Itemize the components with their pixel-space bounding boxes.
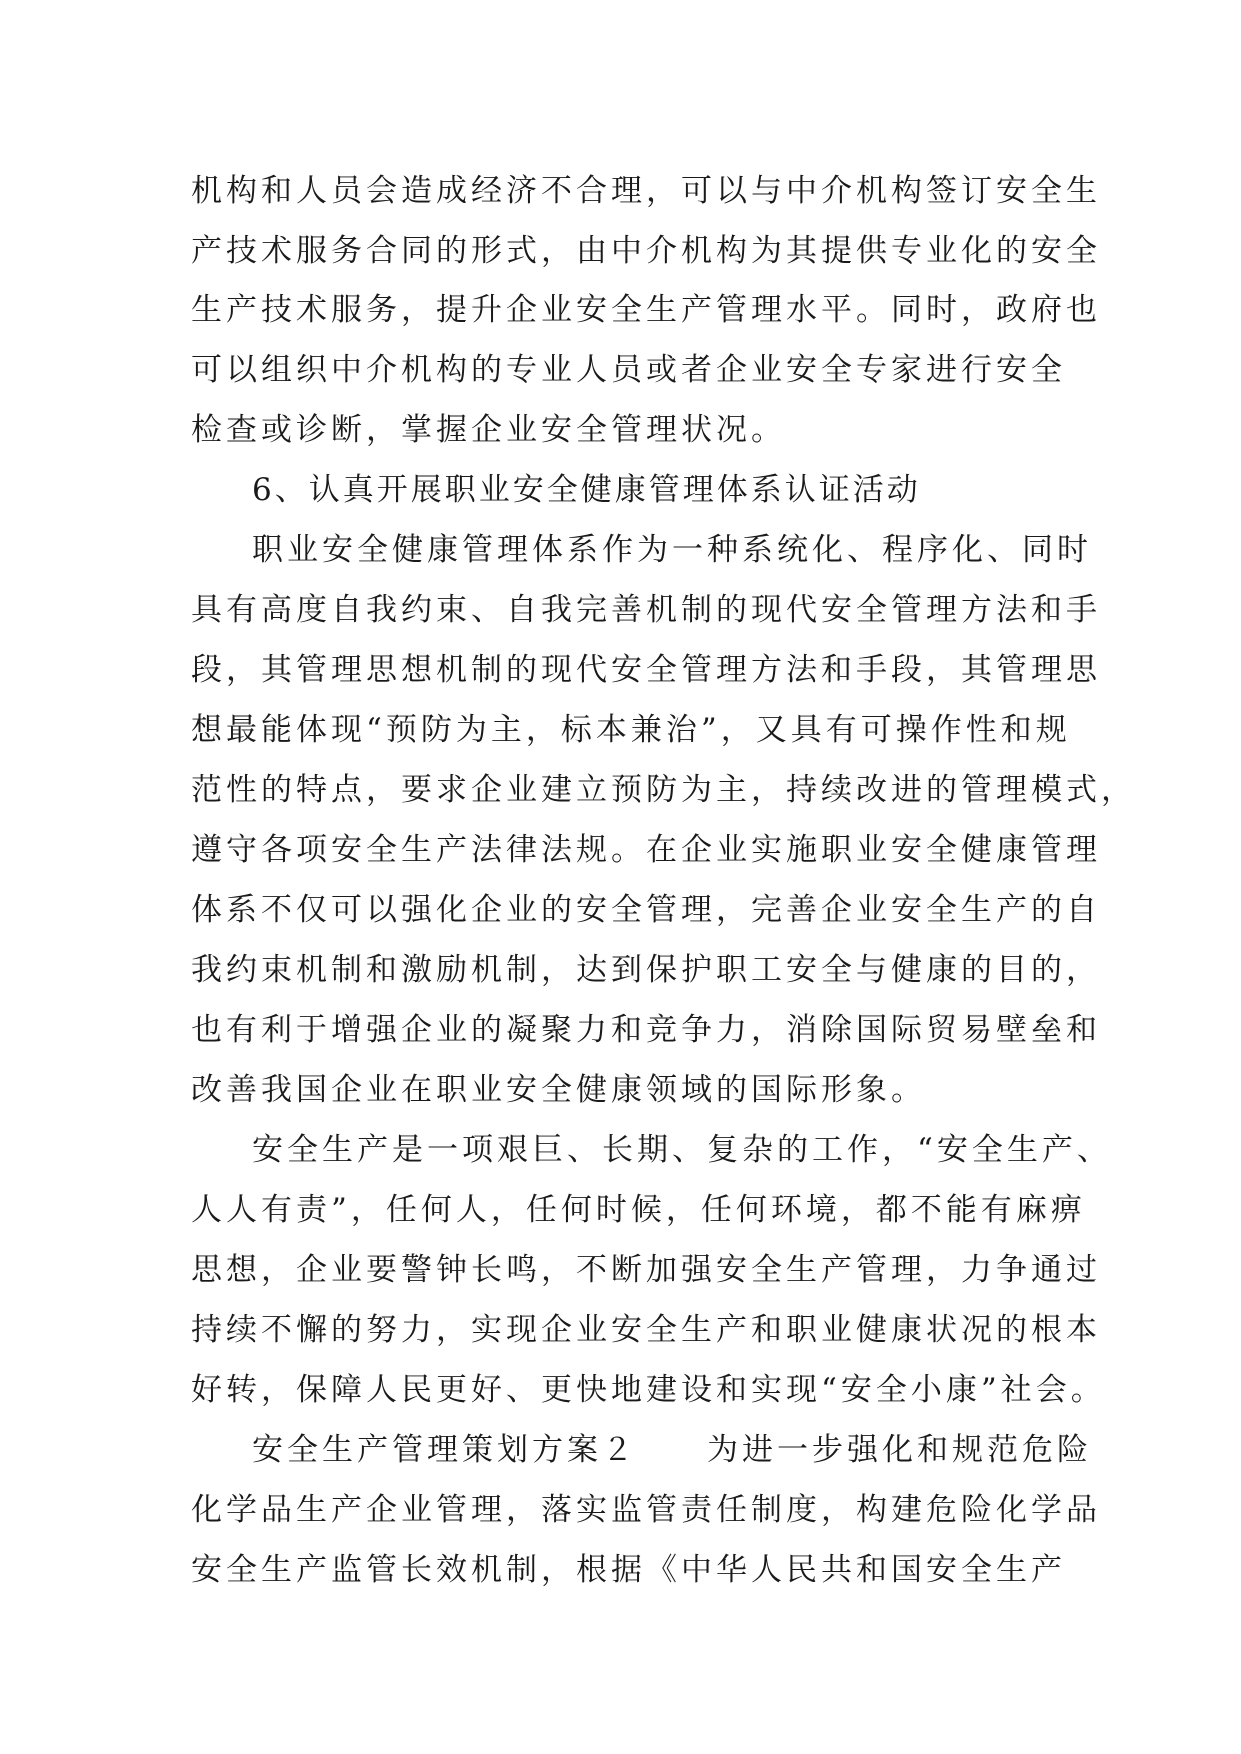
text-line: 范性的特点，要求企业建立预防为主，持续改进的管理模式， xyxy=(191,772,1136,808)
text-line: 我约束机制和激励机制，达到保护职工安全与健康的目的， xyxy=(191,952,1101,988)
text-line: 持续不懈的努力，实现企业安全生产和职业健康状况的根本 xyxy=(191,1312,1101,1348)
text-line: 遵守各项安全生产法律法规。在企业实施职业安全健康管理 xyxy=(191,832,1101,868)
text-line: 体系不仅可以强化企业的安全管理，完善企业安全生产的自 xyxy=(191,892,1101,928)
text-line: 思想，企业要警钟长鸣，不断加强安全生产管理，力争通过 xyxy=(191,1252,1101,1288)
text-line: 安全生产是一项艰巨、长期、复杂的工作，“安全生产、 xyxy=(252,1132,1112,1168)
text-line: 也有利于增强企业的凝聚力和竞争力，消除国际贸易壁垒和 xyxy=(191,1012,1101,1048)
text-line: 人人有责”，任何人，任何时候，任何环境，都不能有麻痹 xyxy=(191,1192,1086,1228)
text-line: 好转，保障人民更好、更快地建设和实现“安全小康”社会。 xyxy=(191,1372,1106,1408)
text-line: 想最能体现“预防为主，标本兼治”，又具有可操作性和规 xyxy=(191,712,1071,748)
text-line: 产技术服务合同的形式，由中介机构为其提供专业化的安全 xyxy=(191,233,1101,269)
text-line: 安全生产监管长效机制，根据《中华人民共和国安全生产 xyxy=(191,1552,1066,1588)
text-line: 化学品生产企业管理，落实监管责任制度，构建危险化学品 xyxy=(191,1492,1101,1528)
text-line: 安全生产管理策划方案２ 为进一步强化和规范危险 xyxy=(252,1432,1092,1468)
text-line: 职业安全健康管理体系作为一种系统化、程序化、同时 xyxy=(252,532,1092,568)
text-line: 机构和人员会造成经济不合理，可以与中介机构签订安全生 xyxy=(191,173,1101,209)
text-line: 生产技术服务，提升企业安全生产管理水平。同时，政府也 xyxy=(191,292,1101,328)
section-heading: 6、认真开展职业安全健康管理体系认证活动 xyxy=(252,472,921,508)
text-line: 可以组织中介机构的专业人员或者企业安全专家进行安全 xyxy=(191,352,1066,388)
text-line: 具有高度自我约束、自我完善机制的现代安全管理方法和手 xyxy=(191,592,1101,628)
text-line: 检查或诊断，掌握企业安全管理状况。 xyxy=(191,412,786,448)
text-line: 改善我国企业在职业安全健康领域的国际形象。 xyxy=(191,1072,926,1108)
text-line: 段，其管理思想机制的现代安全管理方法和手段，其管理思 xyxy=(191,652,1101,688)
